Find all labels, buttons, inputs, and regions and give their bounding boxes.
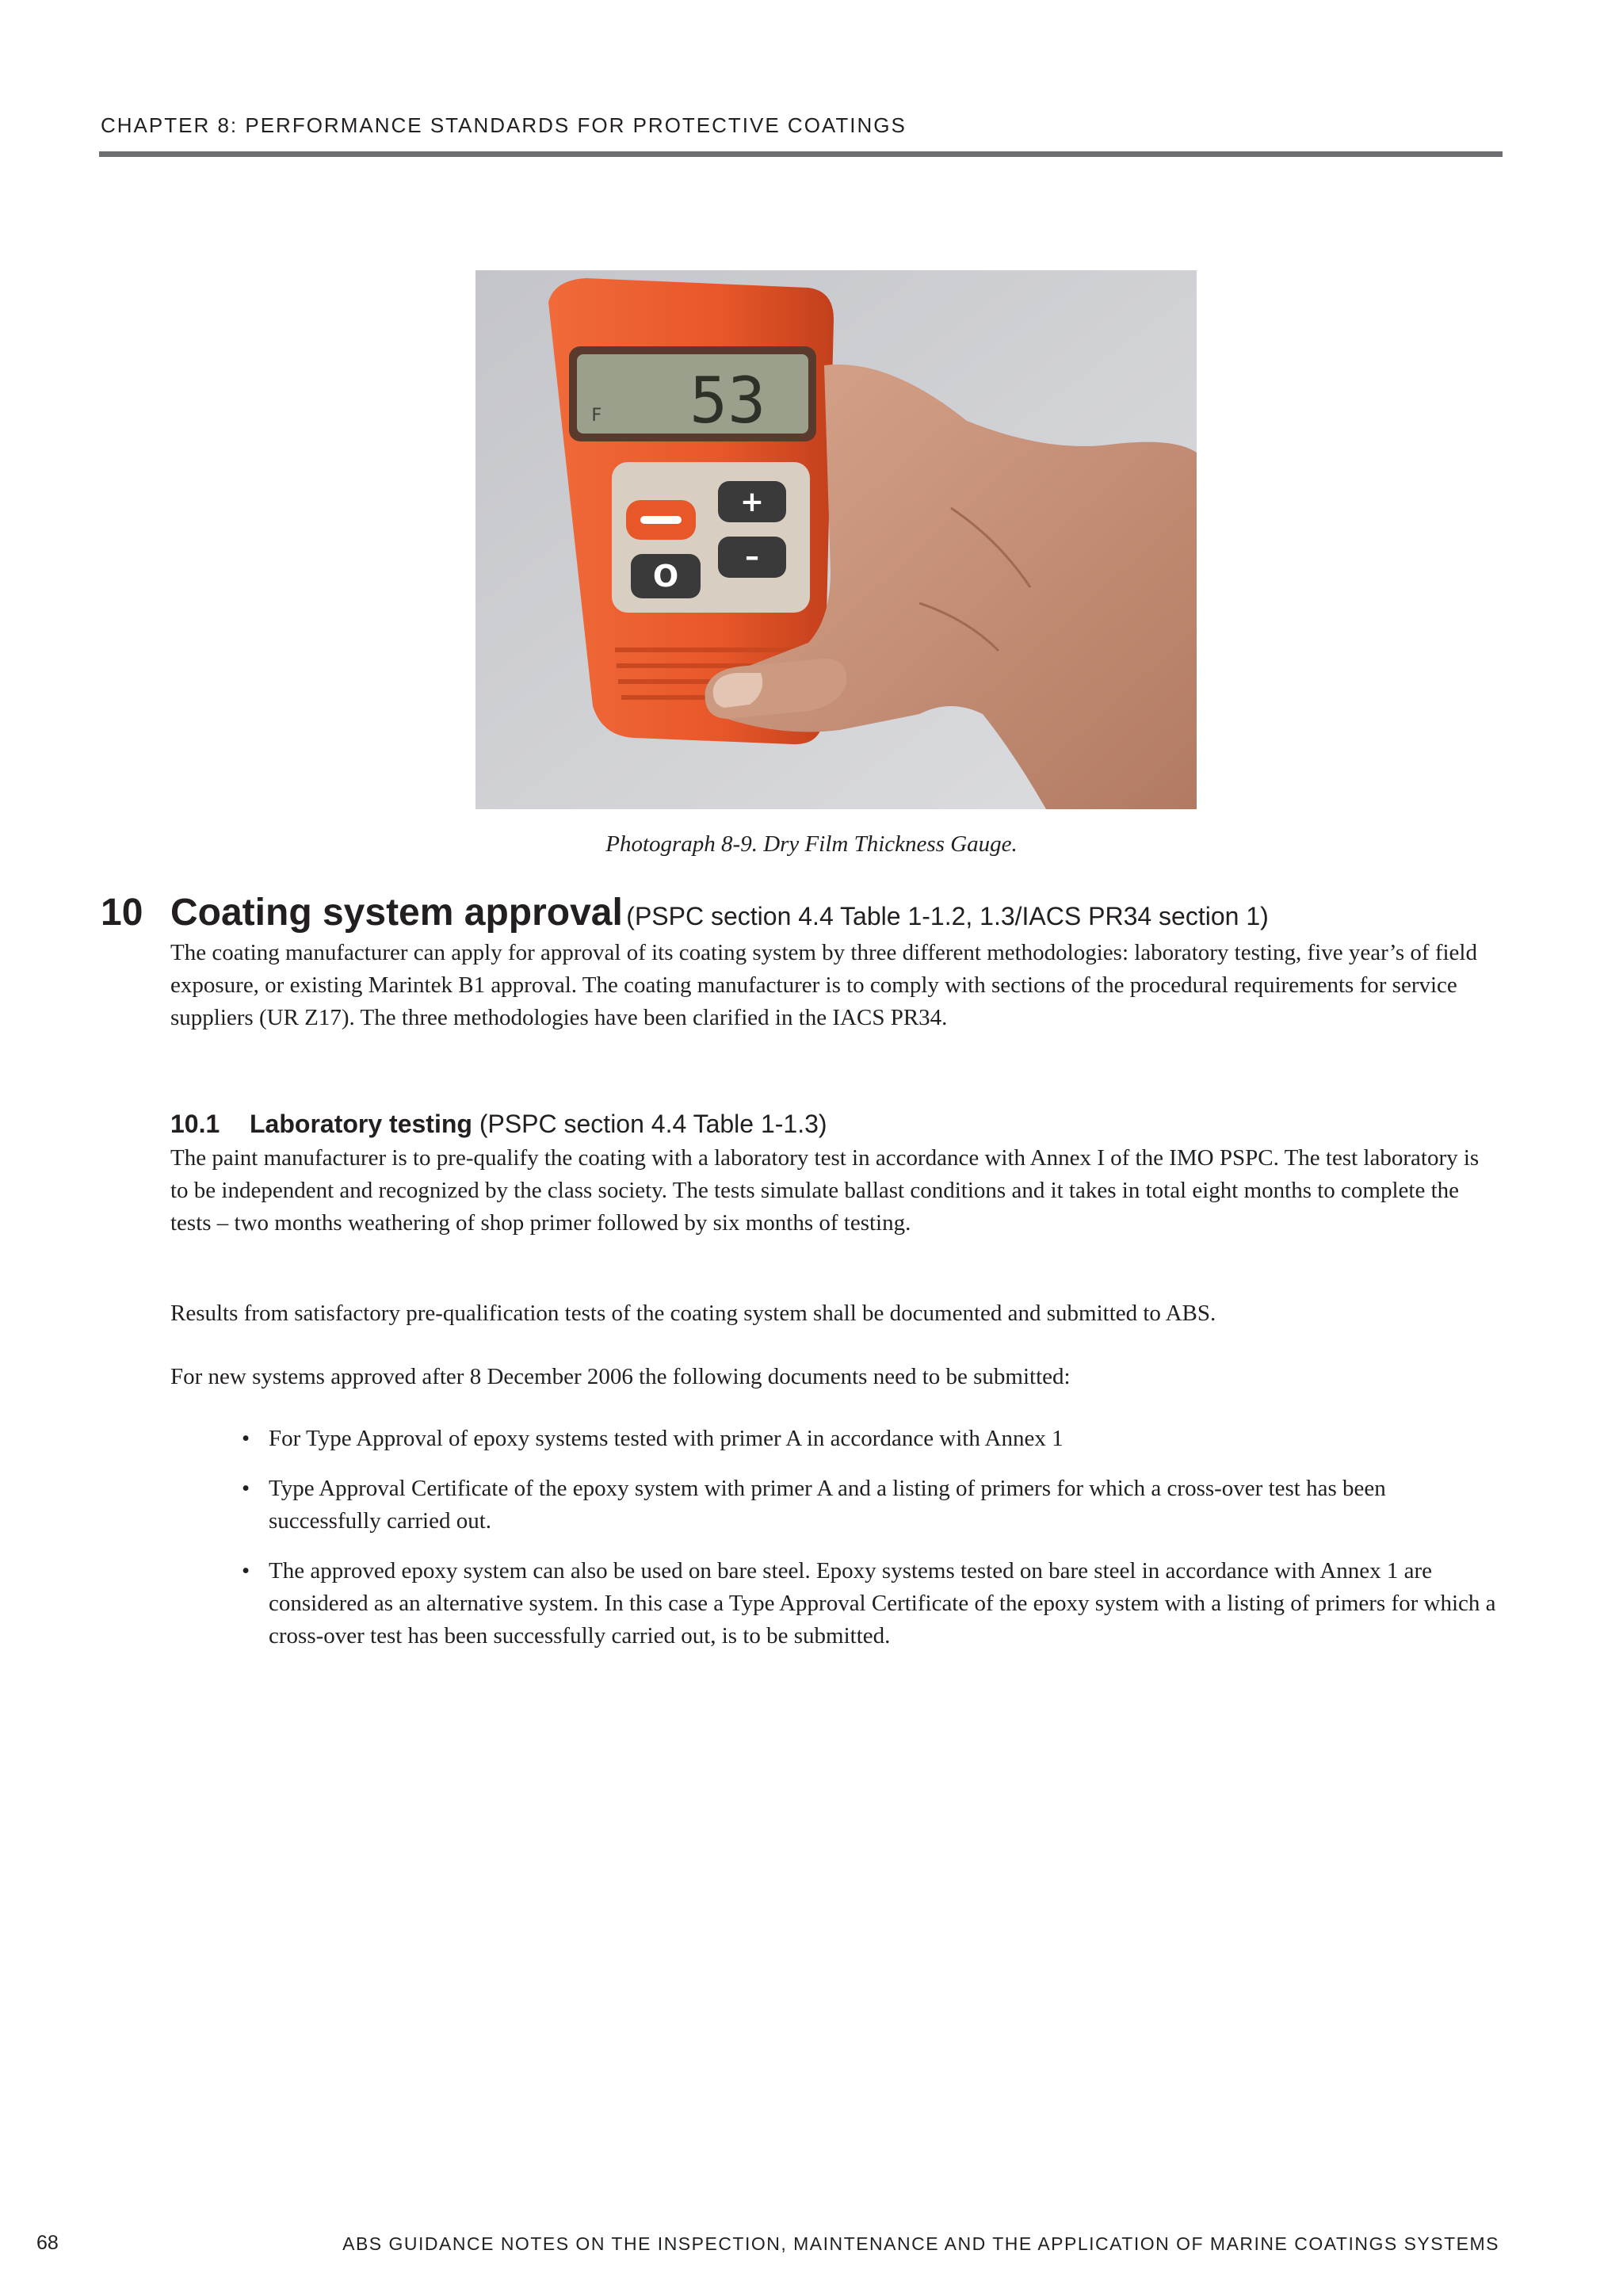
subsection-number: 10.1 bbox=[170, 1110, 220, 1138]
list-item: • The approved epoxy system can also be used on bare steel. Epoxy systems tested on bare steel in accordance with Annex 1 are considered as an alternative system. In this case a Type Approval Certificate of the epoxy system with a listing of primers for which a cross-over test has been successfully carried out, is to be submitted. bbox=[242, 1555, 1498, 1652]
dft-gauge-photo bbox=[475, 270, 1197, 809]
o-button-label: O bbox=[652, 559, 679, 594]
section-10-paragraph: The coating manufacturer can apply for approval of its coating system by three different methodologies: laboratory testing, five year’s of field exposure, or existing Marintek B1 approval. The coating manufacturer is to comply with sections of the procedural requirements for service suppliers (UR Z17). The three methodologies have been clarified in the IACS PR34. bbox=[170, 940, 1477, 1030]
required-documents-list bbox=[242, 1423, 1498, 1670]
bullet-icon: • bbox=[242, 1426, 250, 1451]
running-header: CHAPTER 8: PERFORMANCE STANDARDS FOR PROTECTIVE COATINGS bbox=[101, 113, 907, 137]
header-rule bbox=[99, 151, 1503, 157]
plus-button-label: + bbox=[739, 486, 765, 518]
subsection-reference: (PSPC section 4.4 Table 1-1.3) bbox=[479, 1110, 827, 1138]
gauge-display-flag: F bbox=[591, 406, 602, 426]
section-10-1-heading bbox=[170, 1106, 827, 1141]
results-paragraph: Results from satisfactory pre-qualification tests of the coating system shall be documented and submitted to ABS. bbox=[170, 1301, 1216, 1326]
bullet-icon: • bbox=[242, 1558, 250, 1584]
new-systems-paragraph: For new systems approved after 8 December 2006 the following documents need to be submitted: bbox=[170, 1364, 1071, 1389]
lab-testing-paragraph: The paint manufacturer is to pre-qualify the coating with a laboratory test in accordance with Annex I of the IMO PSPC. The test laboratory is to be independent and recognized by the class society. The tests simulate ballast conditions and it takes in total eight months to complete the tests – two months weathering of shop primer followed by six months of testing. bbox=[170, 1145, 1480, 1236]
photo-caption: Photograph 8-9. Dry Film Thickness Gauge. bbox=[605, 831, 1018, 857]
list-item: • For Type Approval of epoxy systems tested with primer A in accordance with Annex 1 bbox=[242, 1423, 1498, 1455]
gauge-display-value: 53 bbox=[689, 364, 766, 437]
section-number: 10 bbox=[101, 892, 143, 934]
minus-button-label: – bbox=[745, 541, 759, 573]
bullet-icon: • bbox=[242, 1476, 250, 1501]
subsection-title: Laboratory testing bbox=[250, 1110, 472, 1138]
section-title: Coating system approval bbox=[170, 892, 623, 934]
list-item: • Type Approval Certificate of the epoxy system with primer A and a listing of primers for which a cross-over test has been successfully carried out. bbox=[242, 1473, 1498, 1538]
running-footer: ABS GUIDANCE NOTES ON THE INSPECTION, MAINTENANCE AND THE APPLICATION OF MARINE COATINGS SYSTEMS bbox=[342, 2233, 1499, 2254]
section-reference: (PSPC section 4.4 Table 1-1.2, 1.3/IACS PR34 section 1) bbox=[626, 902, 1269, 930]
page-number: 68 bbox=[36, 2232, 59, 2254]
